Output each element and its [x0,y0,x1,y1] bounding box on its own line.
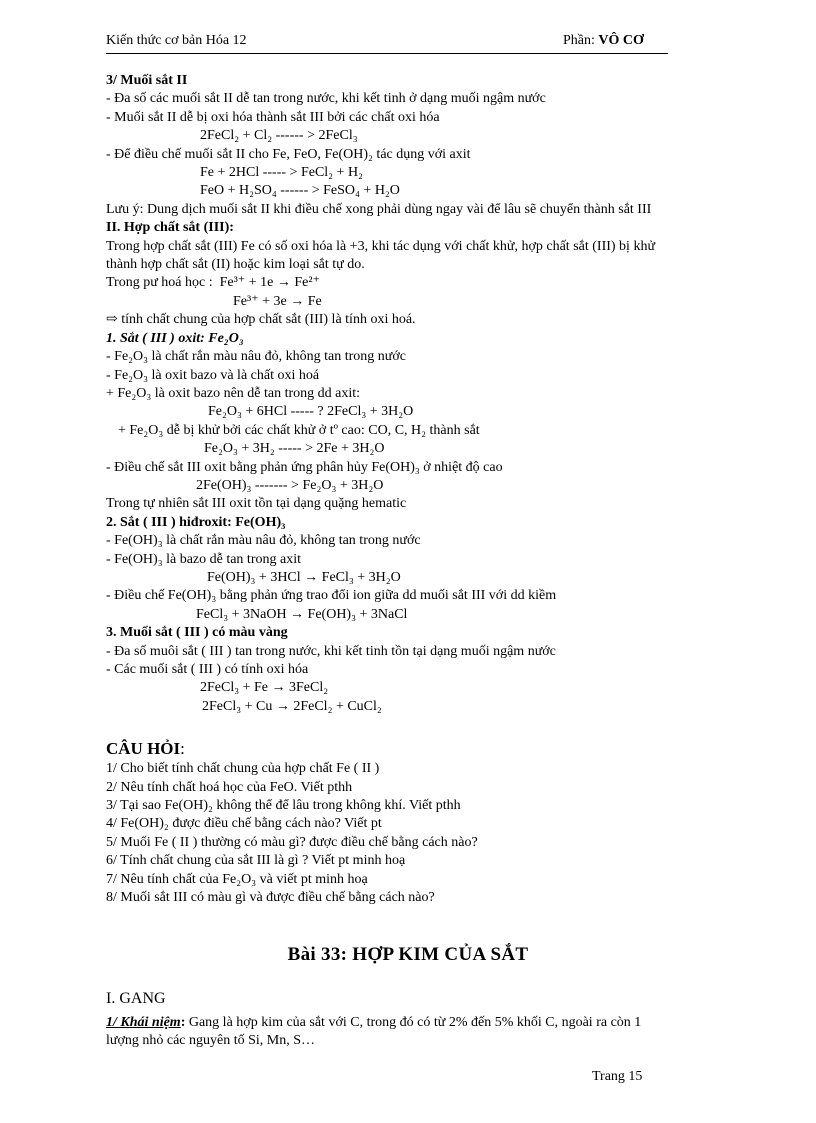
questions-title-text: CÂU HỎI [106,739,181,759]
text-line: + Fe₂O₃ dễ bị khử bởi các chất khử ở tº cao: CO, C, H₂ thành sắt [118,422,480,438]
reaction-line [106,274,676,292]
question-item: 7/ Nêu tính chất của Fe₂O₃ và viết pt minh hoạ [106,871,368,887]
definition-line-2: lượng nhỏ các nguyên tố Si, Mn, S… [106,1033,316,1049]
page-header [106,33,668,54]
heading-feoh3: 2. Sắt ( III ) hiđroxit: Fe(OH)₃ [106,514,286,530]
questions-title-colon: : [180,739,185,759]
header-book-title: Kiến thức cơ bản Hóa 12 [106,33,247,48]
definition-text: Gang là hợp kim của sắt với C, trong đó có từ 2% đến 5% khối C, ngoài ra còn 1 [185,1015,642,1030]
conclusion-line [106,311,676,329]
question-item: 6/ Tính chất chung của sắt III là gì ? Viết pt minh hoạ [106,853,406,869]
lesson-title: Bài 33: HỢP KIM CỦA SẮT [287,944,529,965]
note-line: Lưu ý: Dung dịch muối sắt II khi điều chế xong phải dùng ngay vài để lâu sẽ chuyển thành sắt III [106,201,652,217]
page-content [106,72,676,907]
equation: 2Fe(OH)₃ ------- > Fe₂O₃ + 3H₂O [196,477,384,493]
equation: Fe(OH)₃ + 3HCl → FeCl₃ + 3H₂O [207,569,401,585]
equation: 2FeCl₃ + Fe → 3FeCl₂ [200,680,329,696]
text-line: - Đa số muôi sắt ( III ) tan trong nước, khi kết tinh tồn tại dạng muối ngậm nước [106,643,556,659]
hollow-right-arrow-icon: ⇨ [106,312,118,328]
question-item: 5/ Muối Fe ( II ) thường có màu gì? được điều chế bằng cách nào? [106,834,478,850]
heading-fe2o3: 1. Sắt ( III ) oxit: Fe₂O₃ [106,330,244,346]
text-line: - Fe₂O₃ là chất rắn màu nâu đỏ, không tan trong nước [106,349,407,365]
equation: FeCl₃ + 3NaOH → Fe(OH)₃ + 3NaCl [196,606,408,622]
question-item: 1/ Cho biết tính chất chung của hợp chất Fe ( II ) [106,761,380,777]
text-line: - Đa số các muối sắt II dễ tan trong nước, khi kết tinh ở dạng muối ngậm nước [106,91,546,107]
definition-label: 1/ Khái niệm [106,1015,181,1030]
equation: Fe³⁺ + 1e → Fe²⁺ [219,275,320,291]
definition-paragraph [106,1014,676,1051]
questions-title [106,738,676,760]
header-section-label: Phần: [563,33,595,48]
text-line: - Fe(OH)₃ là bazo dễ tan trong axit [106,551,301,567]
reaction-label: Trong pư hoá học : [106,275,213,291]
text-line: Trong tự nhiên sắt III oxit tồn tại dạng quặng hematic [106,496,407,512]
text-line: thành hợp chất sắt (II) hoặc kim loại sắt tự do. [106,257,365,273]
text-line: - Các muối sắt ( III ) có tính oxi hóa [106,662,309,677]
equation: Fe³⁺ + 3e → Fe [233,293,322,309]
heading-muoi-sat-ii: 3/ Muối sắt II [106,73,188,88]
equation: Fe₂O₃ + 3H₂ ----- > 2Fe + 3H₂O [204,441,385,457]
text-line: - Muối sắt II dễ bị oxi hóa thành sắt III bởi các chất oxi hóa [106,109,440,125]
text-line: + Fe₂O₃ là oxit bazo nên dễ tan trong dd axit: [106,385,361,401]
equation: 2FeCl₃ + Cu → 2FeCl₂ + CuCl₂ [202,698,382,714]
equation: Fe + 2HCl ----- > FeCl₂ + H₂ [200,165,363,181]
equation: 2FeCl₂ + Cl₂ ------ > 2FeCl₃ [200,128,358,144]
conclusion-text: tính chất chung của hợp chất sắt (III) là tính oxi hoá. [121,312,416,328]
section-heading-gang: I. GANG [106,990,166,1007]
question-item: 2/ Nêu tính chất hoá học của FeO. Viết pthh [106,779,353,795]
heading-hop-chat-sat-iii: II. Hợp chất sắt (III): [106,220,234,236]
question-item: 3/ Tại sao Fe(OH)₂ không thể để lâu trong không khí. Viết pthh [106,798,461,814]
header-section [563,33,644,49]
text-line: - Fe₂O₃ là oxit bazo và là chất oxi hoá [106,367,320,383]
definition-colon: : [180,1015,186,1030]
text-line: - Để điều chế muối sắt II cho Fe, FeO, Fe(OH)₂ tác dụng với axit [106,146,471,162]
text-line: Trong hợp chất sắt (III) Fe có số oxi hóa là +3, khi tác dụng với chất khử, hợp chất sắt (III) bị khử [106,238,656,254]
definition-line [106,1014,676,1032]
text-line: - Fe(OH)₃ là chất rắn màu nâu đỏ, không tan trong nước [106,533,421,549]
question-item: 4/ Fe(OH)₂ được điều chế bằng cách nào? Viết pt [106,816,382,832]
header-section-value: VÔ CƠ [598,33,644,48]
text-line: - Điều chế sắt III oxit bằng phản ứng phân hủy Fe(OH)₃ ở nhiệt độ cao [106,459,503,475]
question-item: 8/ Muối sắt III có màu gì và được điều chế bằng cách nào? [106,890,435,906]
equation: Fe₂O₃ + 6HCl ----- ? 2FeCl₃ + 3H₂O [208,404,414,420]
equation: FeO + H₂SO₄ ------ > FeSO₄ + H₂O [200,183,400,199]
text-line: - Điều chế Fe(OH)₃ bằng phản ứng trao đổi ion giữa dd muối sắt III với dd kiềm [106,588,557,604]
heading-muoi-sat-iii: 3. Muối sắt ( III ) có màu vàng [106,625,288,641]
page-number: Trang 15 [592,1069,643,1084]
